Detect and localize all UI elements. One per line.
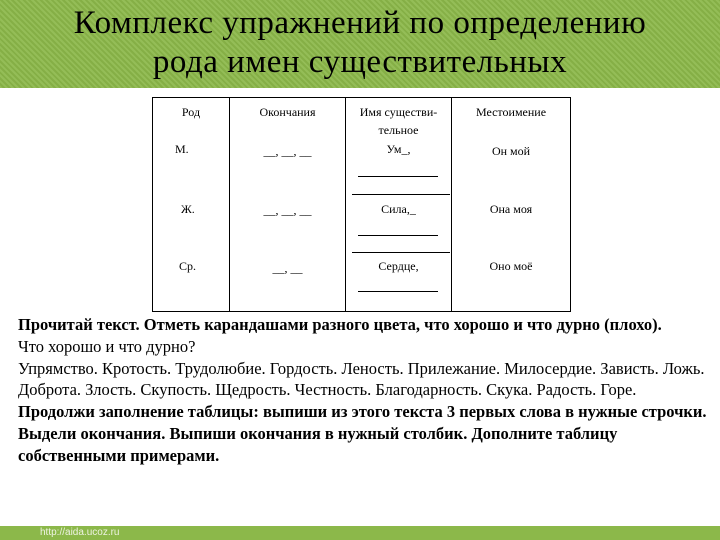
header-rod: Род bbox=[181, 105, 201, 119]
instruction-1: Прочитай текст. Отметь карандашами разного цвета, что хорошо и что дурно (плохо). bbox=[18, 315, 662, 334]
footer-url: http://aida.ucoz.ru bbox=[40, 527, 120, 538]
header-noun-line-1: Имя существи- bbox=[359, 105, 438, 119]
title-line-1: Комплекс упражнений по определению bbox=[73, 5, 647, 41]
row-1-endings: __, __, __ bbox=[263, 144, 312, 158]
question: Что хорошо и что дурно? bbox=[18, 336, 196, 356]
header-noun-line-2: тельное bbox=[378, 123, 419, 137]
row-2-answer-line bbox=[358, 235, 438, 236]
instruction-2: Продолжи заполнение таблицы: выпиши из этого текста 3 первых слова в нужные строчки. Выдели окончания. Выпиши окончания в нужный столбик. Дополните таблицу собственными примерами. bbox=[18, 402, 707, 465]
row-1-divider bbox=[352, 194, 450, 195]
row-1-noun: Ум_, bbox=[386, 142, 411, 156]
row-2-endings: __, __, __ bbox=[263, 203, 312, 217]
title-line-2: рода имен существительных bbox=[152, 44, 568, 80]
row-2-rod: Ж. bbox=[181, 202, 195, 216]
row-3-rod: Ср. bbox=[179, 259, 197, 273]
header-pronoun: Местоимение bbox=[475, 105, 547, 119]
row-3-noun: Сердце, bbox=[378, 259, 419, 273]
row-3-pronoun: Оно моё bbox=[489, 259, 533, 273]
row-2-pronoun: Она моя bbox=[489, 202, 533, 216]
row-1-answer-line bbox=[358, 176, 438, 177]
row-1-rod: М. bbox=[175, 142, 189, 156]
row-2-divider bbox=[352, 252, 450, 253]
gender-table bbox=[152, 97, 571, 312]
row-3-answer-line bbox=[358, 291, 438, 292]
title-banner bbox=[0, 0, 720, 88]
word-list: Упрямство. Кротость. Трудолюбие. Гордость. Леность. Прилежание. Милосердие. Зависть. Ложь. Доброта. Злость. Скупость. Щедрость. Честность. Благодарность. Скука. Радость. Горе. bbox=[18, 358, 705, 400]
exercise-text bbox=[18, 314, 718, 467]
header-endings: Окончания bbox=[259, 105, 316, 119]
row-3-endings: __, __ bbox=[272, 261, 303, 275]
row-1-pronoun: Он мой bbox=[491, 144, 531, 158]
row-2-noun: Сила,_ bbox=[381, 202, 416, 216]
